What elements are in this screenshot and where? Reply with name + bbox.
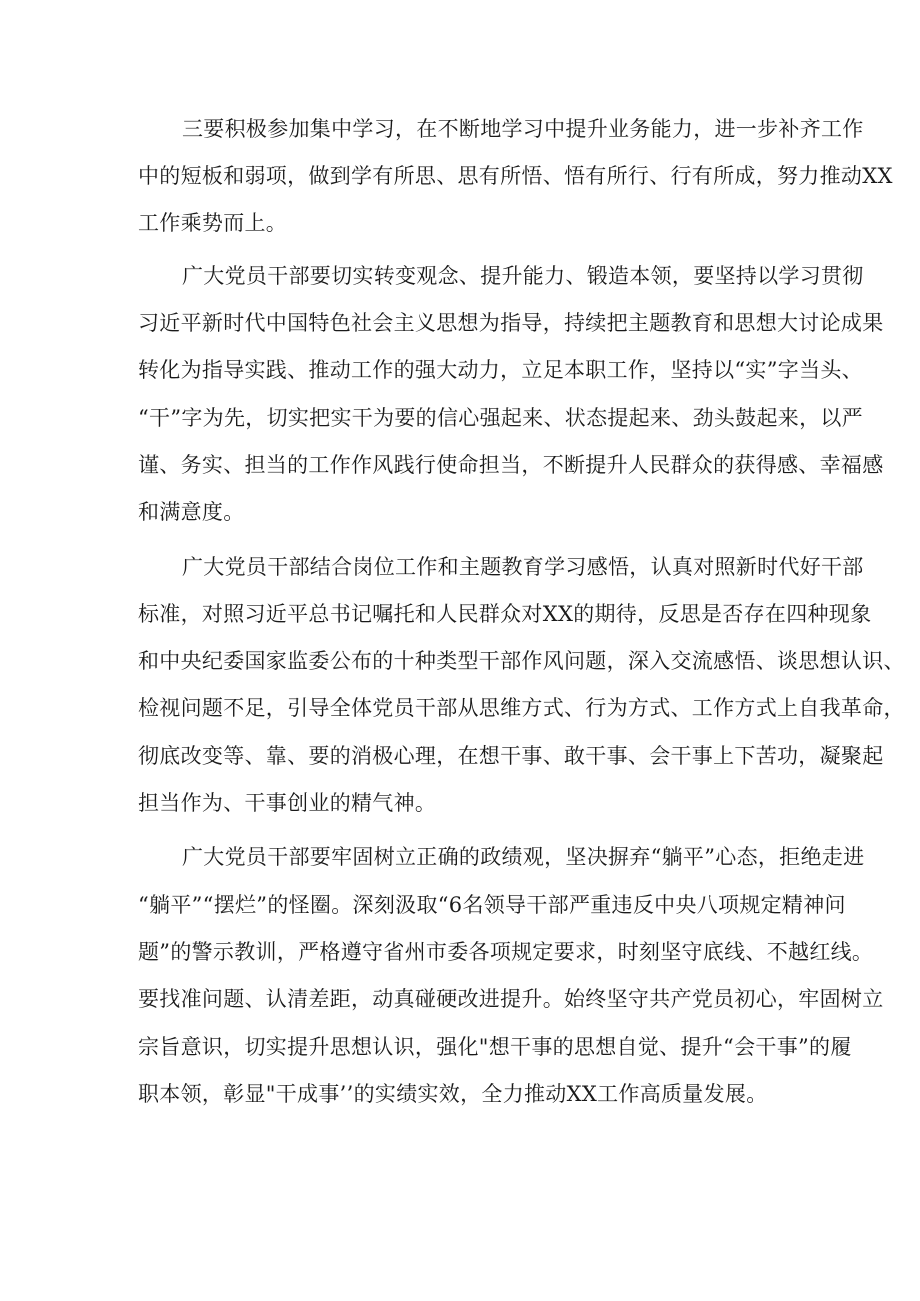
paragraph-3-line-6: 担当作为、干事创业的精气神。: [138, 791, 437, 815]
paragraph-3-line-3: 和中央纪委国家监委公布的十种类型干部作风问题，深入交流感悟、谈思想认识、: [138, 649, 905, 673]
paragraph-4-line-6: 职本领，彰显"干成事’’的实绩实效，全力推动XX工作高质量发展。: [138, 1082, 768, 1106]
paragraph-2-line-5: 谨、务实、担当的工作作风践行使命担当，不断提升人民群众的获得感、幸福感: [138, 453, 884, 477]
paragraph-2-line-1: 广大党员干部要切实转变观念、提升能力、锻造本领，要坚持以学习贯彻: [182, 264, 864, 288]
paragraph-1-line-2: 中的短板和弱项，做到学有所思、思有所悟、悟有所行、行有所成，努力推动XX: [138, 164, 893, 188]
paragraph-3-line-1: 广大党员干部结合岗位工作和主题教育学习感悟，认真对照新时代好干部: [182, 555, 864, 579]
paragraph-2-line-4: “干”字为先，切实把实干为要的信心强起来、状态提起来、劲头鼓起来，以严: [138, 406, 863, 430]
paragraph-3-line-5: 彻底改变等、靠、要的消极心理，在想干事、敢干事、会干事上下苦功，凝聚起: [138, 744, 884, 768]
paragraph-4-line-2: “躺平”“摆烂”的怪圈。深刻汲取“6名领导干部严重违反中央八项规定精神问: [138, 893, 846, 917]
paragraph-2-line-2: 习近平新时代中国特色社会主义思想为指导，持续把主题教育和思想大讨论成果: [138, 311, 884, 335]
paragraph-3-line-2: 标准，对照习近平总书记嘱托和人民群众对XX的期待，反思是否存在四种现象: [138, 602, 872, 626]
paragraph-4-line-3: 题”的警示教训，严格遵守省州市委各项规定要求，时刻坚守底线、不越红线。: [138, 940, 874, 964]
paragraph-3-line-4: 检视问题不足，引导全体党员干部从思维方式、行为方式、工作方式上自我革命，: [138, 696, 905, 720]
paragraph-2-line-6: 和满意度。: [138, 500, 245, 524]
paragraph-4-line-4: 要找准问题、认清差距，动真碰硬改进提升。始终坚守共产党员初心，牢固树立: [138, 987, 884, 1011]
paragraph-1-line-1: 三要积极参加集中学习，在不断地学习中提升业务能力，进一步补齐工作: [182, 117, 864, 141]
paragraph-4-line-1: 广大党员干部要牢固树立正确的政绩观，坚决摒弃“躺平”心态，拒绝走进: [182, 845, 865, 869]
paragraph-1-line-3: 工作乘势而上。: [138, 211, 288, 235]
paragraph-2-line-3: 转化为指导实践、推动工作的强大动力，立足本职工作，坚持以“实”字当头、: [138, 358, 863, 382]
paragraph-4-line-5: 宗旨意识，切实提升思想认识，强化"想干事的思想自觉、提升“会干事”的履: [138, 1035, 852, 1059]
